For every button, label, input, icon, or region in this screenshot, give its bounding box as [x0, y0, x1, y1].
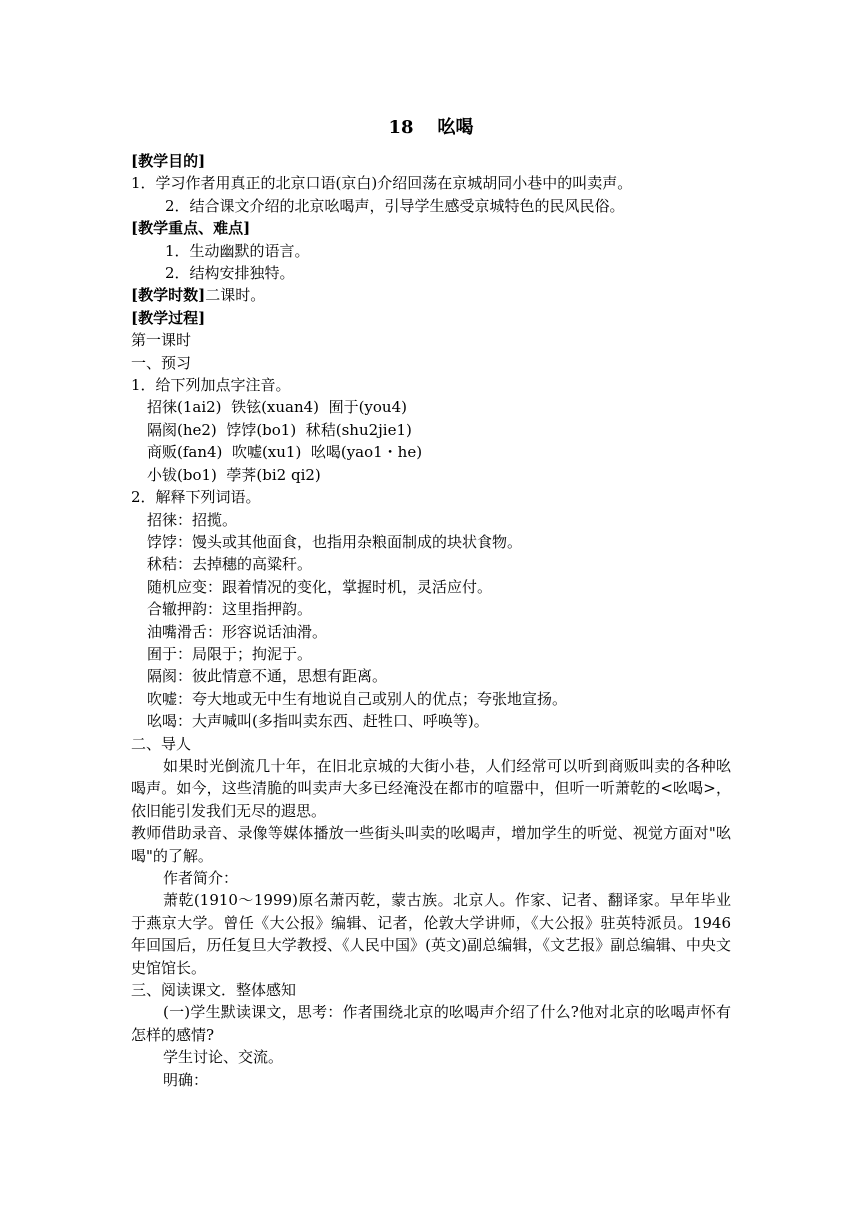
intro-paragraph: 如果时光倒流几十年，在旧北京城的大街小巷，人们经常可以听到商贩叫卖的各种吆喝声。如今，这些清脆的叫卖声大多已经淹没在都市的喧嚣中，但听一听萧乾的<吆喝>，依旧能引发我们无尽的遐思。	[131, 756, 731, 820]
definition-item: 招徕：招揽。	[147, 510, 238, 529]
hours-line	[131, 284, 731, 306]
pinyin-row: 隔阂(he2) 饽饽(bo1) 秫秸(shu2jie1)	[147, 420, 412, 439]
clarify-line: 明确：	[163, 1070, 209, 1089]
pinyin-row: 小钹(bo1) 荸荠(bi2 qi2)	[147, 465, 321, 484]
definition-item: 囿于：局限于；拘泥于。	[147, 644, 313, 663]
document-page	[131, 110, 731, 1091]
key-points-heading: [教学重点、难点]	[131, 219, 251, 238]
question-1: 1．给下列加点字注音。	[131, 376, 291, 395]
goal-item: 2．结合课文介绍的北京吆喝声，引导学生感受京城特色的民风民俗。	[165, 196, 625, 215]
media-paragraph: 教师借助录音、录像等媒体播放一些街头叫卖的吆喝声，增加学生的听觉、视觉方面对"吆喝"的了解。	[131, 824, 731, 865]
discussion-line: 学生讨论、交流。	[163, 1048, 284, 1067]
definition-item: 油嘴滑舌：形容说话油滑。	[147, 622, 328, 641]
definition-item: 隔阂：彼此情意不通，思想有距离。	[147, 667, 388, 686]
definition-item: 吆喝：大声喊叫(多指叫卖东西、赶牲口、呼唤等)。	[147, 712, 489, 731]
author-bio: 萧乾(1910～1999)原名萧丙乾，蒙古族。北京人。作家、记者、翻译家。早年毕业于燕京大学。曾任《大公报》编辑、记者，伦敦大学讲师，《大公报》驻英特派员。1946年回国后，历任复旦大学教授、《人民中国》(英文)副总编辑，《文艺报》副总编辑、中央文史馆馆长。	[131, 891, 731, 977]
key-point-item: 1．生动幽默的语言。	[165, 241, 310, 260]
process-heading: [教学过程]	[131, 308, 206, 327]
definition-item: 随机应变：跟着情况的变化，掌握时机，灵活应付。	[147, 577, 493, 596]
document-title	[131, 110, 731, 146]
definition-item: 合辙押韵：这里指押韵。	[147, 600, 313, 619]
preview-heading: 一、预习	[131, 353, 192, 372]
key-point-item: 2．结构安排独特。	[165, 264, 295, 283]
reading-question: (一)学生默读课文，思考：作者围绕北京的吆喝声介绍了什么?他对北京的吆喝声怀有怎样的感情?	[131, 1003, 731, 1044]
question-2: 2．解释下列词语。	[131, 488, 261, 507]
lesson-title: 吆喝	[437, 117, 474, 138]
intro-heading: 二、导人	[131, 734, 192, 753]
goals-heading: [教学目的]	[131, 152, 206, 170]
hours-text: 二课时。	[205, 286, 266, 305]
definition-item: 秫秸：去掉穗的高粱秆。	[147, 555, 313, 574]
goal-item: 1．学习作者用真正的北京口语(京白)介绍回荡在京城胡同小巷中的叫卖声。	[131, 174, 633, 193]
lesson-label: 第一课时	[131, 331, 192, 350]
pinyin-row: 商贩(fan4) 吹嘘(xu1) 吆喝(yao1・he)	[147, 443, 423, 462]
pinyin-row: 招徕(1ai2) 铁铉(xuan4) 囿于(you4)	[147, 398, 407, 417]
hours-heading: [教学时数]	[131, 286, 206, 305]
definition-item: 吹嘘：夸大地或无中生有地说自己或别人的优点；夸张地宣扬。	[147, 689, 568, 708]
author-label: 作者简介：	[163, 869, 239, 887]
reading-heading: 三、阅读课文．整体感知	[131, 981, 297, 1000]
definition-item: 饽饽：馒头或其他面食，也指用杂粮面制成的块状食物。	[147, 532, 523, 551]
lesson-number: 18	[388, 117, 414, 138]
